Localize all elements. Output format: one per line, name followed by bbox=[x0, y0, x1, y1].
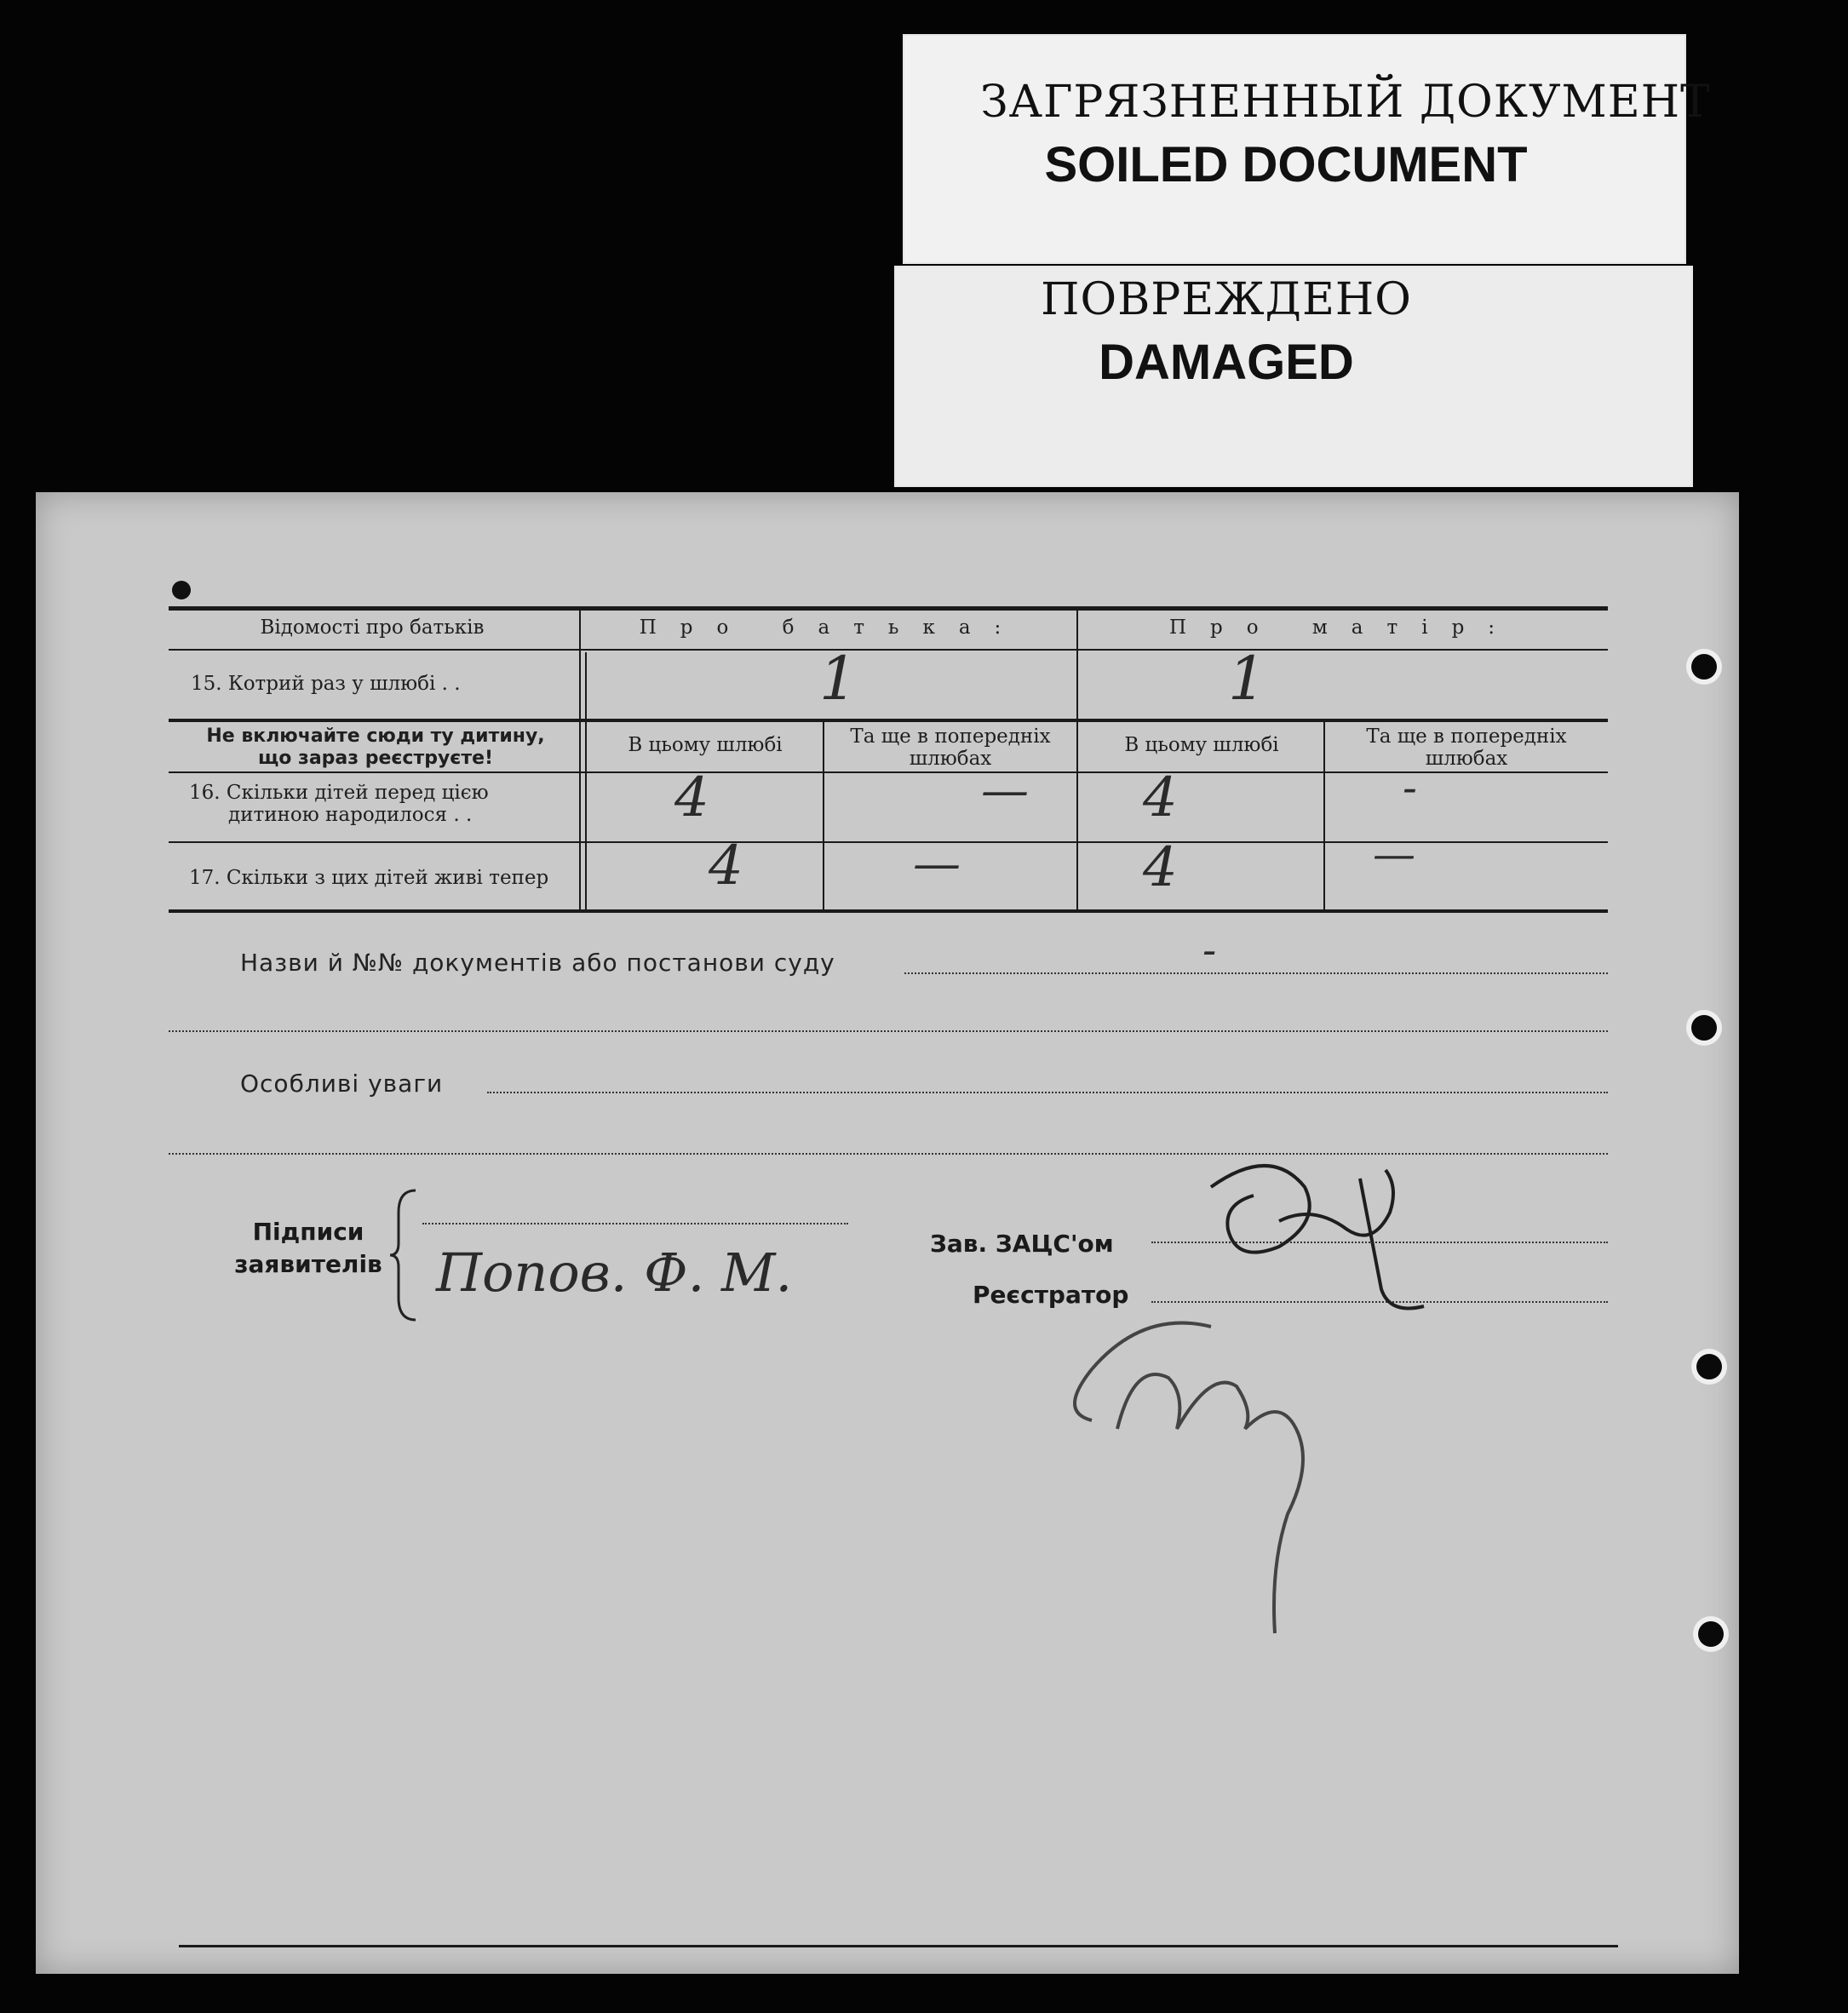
documents-value: - bbox=[1202, 926, 1217, 974]
row17-mother-prev: — bbox=[1373, 829, 1415, 879]
row16-father-this: 4 bbox=[674, 766, 709, 829]
brace-icon bbox=[387, 1187, 421, 1323]
applicants-signatures-label-1: Підписи bbox=[252, 1218, 364, 1246]
applicant-signature: Попов. Ф. М. bbox=[436, 1242, 793, 1304]
note-exclude-line1: Не включайте сюди ту дитину, bbox=[206, 725, 545, 747]
mother-prev-marriages-header-2: шлюбах bbox=[1425, 748, 1508, 770]
binder-hole-1 bbox=[1691, 654, 1717, 680]
header-info-about-parents: Відомості про батьків bbox=[260, 617, 485, 639]
row15-label: 15. Котрий раз у шлюбі . . bbox=[191, 673, 461, 695]
father-prev-marriages-header-1: Та ще в попередніх bbox=[850, 725, 1051, 748]
mother-prev-marriages-header-1: Та ще в попередніх bbox=[1366, 725, 1567, 748]
damaged-document-label bbox=[894, 266, 1693, 487]
father-prev-marriages-header-2: шлюбах bbox=[909, 748, 992, 770]
registrar-label: Реєстратор bbox=[973, 1281, 1129, 1309]
bullet-mark bbox=[172, 581, 191, 599]
row17-label: 17. Скільки з цих дітей живі тепер bbox=[189, 867, 549, 889]
applicants-signatures-label-2: заявителів bbox=[234, 1250, 382, 1278]
bottom-rule bbox=[179, 1945, 1618, 1947]
row16-father-prev: — bbox=[981, 763, 1029, 818]
note-exclude-line2: що зараз реєструєте! bbox=[257, 748, 494, 769]
father-this-marriage-header: В цьому шлюбі bbox=[628, 734, 783, 756]
row15-mother-value: 1 bbox=[1228, 644, 1266, 714]
binder-hole-3 bbox=[1696, 1354, 1722, 1379]
row17-father-this: 4 bbox=[709, 834, 743, 898]
mother-this-marriage-header: В цьому шлюбі bbox=[1124, 734, 1279, 756]
damaged-label-ru: ПОВРЕЖДЕНО bbox=[1041, 274, 1412, 325]
row17-father-prev: — bbox=[913, 836, 961, 892]
form-page bbox=[36, 492, 1739, 1974]
row16-label-line1: 16. Скільки дітей перед цією bbox=[189, 782, 489, 804]
row15-father-value: 1 bbox=[819, 644, 858, 714]
binder-hole-4 bbox=[1698, 1621, 1724, 1647]
head-of-registry-label: Зав. ЗАЦС'ом bbox=[930, 1230, 1114, 1258]
soiled-label-ru: ЗАГРЯЗНЕННЫЙ ДОКУМЕНТ bbox=[980, 77, 1711, 128]
row17-mother-this: 4 bbox=[1143, 836, 1178, 899]
remarks-label: Особливі уваги bbox=[240, 1070, 444, 1098]
soiled-label-en: SOILED DOCUMENT bbox=[1044, 137, 1528, 192]
soiled-document-label bbox=[903, 34, 1711, 264]
applicants-line bbox=[422, 1223, 848, 1224]
row16-label-line2: дитиною народилося . . bbox=[228, 804, 473, 826]
header-about-mother: Про матір: bbox=[1168, 617, 1519, 639]
remarks-line-1 bbox=[487, 1092, 1608, 1093]
binder-hole-2 bbox=[1691, 1015, 1717, 1041]
documents-label: Назви й №№ документів або постанови суду bbox=[240, 949, 835, 977]
row16-mother-prev: - bbox=[1403, 763, 1417, 812]
registrar-signature-drawing bbox=[1041, 1293, 1381, 1650]
documents-line-2 bbox=[169, 1030, 1608, 1032]
damaged-label-en: DAMAGED bbox=[1099, 335, 1354, 390]
row16-mother-this: 4 bbox=[1143, 766, 1178, 829]
documents-line-1 bbox=[904, 972, 1608, 974]
header-about-father: Про батька: bbox=[639, 617, 1025, 639]
